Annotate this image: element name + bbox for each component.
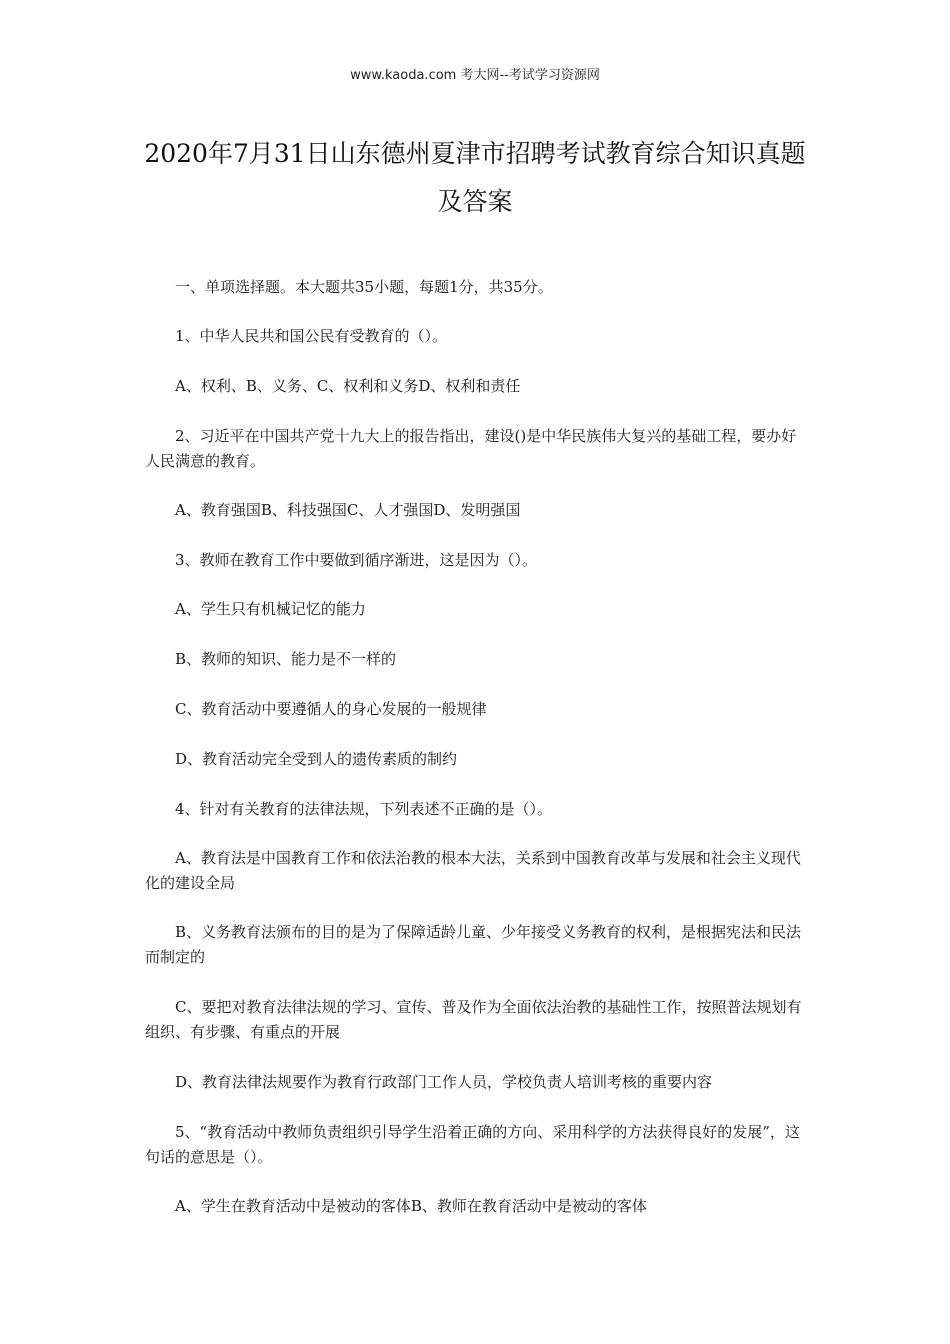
question-4-option-a: A、教育法是中国教育工作和依法治教的根本大法，关系到中国教育改革与发展和社会主义现代化的建设全局 [145, 849, 801, 892]
question-4-option-c: C、要把对教育法律法规的学习、宣传、普及作为全面依法治教的基础性工作，按照普法规划有组织、有步骤、有重点的开展 [145, 998, 802, 1041]
question-4-option-b: B、义务教育法颁布的目的是为了保障适龄儿童、少年接受义务教育的权利，是根据宪法和民法而制定的 [145, 923, 802, 966]
question-3-option-d: D、教育活动完全受到人的遗传素质的制约 [175, 750, 458, 768]
question-1-stem: 1、中华人民共和国公民有受教育的（）。 [175, 327, 448, 345]
document-title: 2020年7月31日山东德州夏津市招聘考试教育综合知识真题及答案 [144, 139, 806, 216]
question-1-options: A、权利、B、义务、C、权利和义务D、权利和责任 [175, 377, 521, 395]
question-4-stem: 4、针对有关教育的法律法规，下列表述不正确的是（）。 [175, 800, 553, 818]
section-heading: 一、单项选择题。本大题共35小题，每题1分，共35分。 [175, 278, 553, 296]
question-3-option-a: A、学生只有机械记忆的能力 [175, 600, 366, 618]
question-2-stem: 2、习近平在中国共产党十九大上的报告指出，建设()是中华民族伟大复兴的基础工程，要办好人民满意的教育。 [145, 427, 797, 470]
question-5-options: A、学生在教育活动中是被动的客体B、教师在教育活动中是被动的客体 [175, 1197, 647, 1215]
question-3-option-c: C、教育活动中要遵循人的身心发展的一般规律 [175, 700, 487, 718]
question-4-option-d: D、教育法律法规要作为教育行政部门工作人员，学校负责人培训考核的重要内容 [175, 1073, 713, 1091]
question-3-stem: 3、教师在教育工作中要做到循序渐进，这是因为（）。 [175, 551, 538, 569]
question-3-option-b: B、教师的知识、能力是不一样的 [175, 650, 397, 668]
site-header-link[interactable]: www.kaoda.com 考大网--考试学习资源网 [350, 68, 600, 83]
question-5-stem: 5、“教育活动中教师负责组织引导学生沿着正确的方向、采用科学的方法获得良好的发展”，这句话的意思是（）。 [145, 1123, 800, 1166]
question-2-options: A、教育强国B、科技强国C、人才强国D、发明强国 [175, 501, 521, 519]
